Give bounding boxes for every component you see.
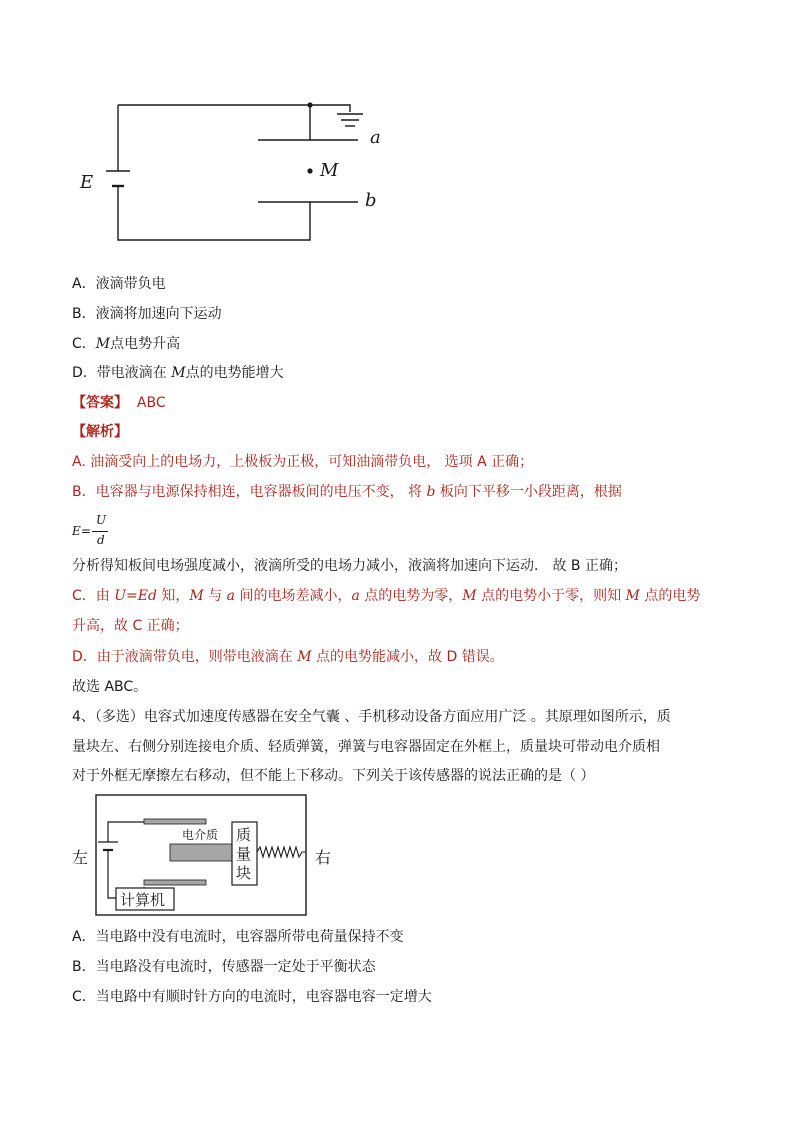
capacitor-circuit-diagram (60, 90, 400, 250)
computer-label: 计算机 (120, 891, 166, 909)
analysis-c: C．由 U=Ed 知，M 与 a 间的电场差减小，a 点的电势为零，M 点的电势小于零，则知 M 点的电势 (72, 588, 701, 604)
q4-option-b: B．当电路没有电流时，传感器一定处于平衡状态 (72, 959, 376, 975)
battery-label: E (80, 172, 94, 193)
analysis-a: A. 油滴受向上的电场力，上极板为正极，可知油滴带负电， 选项 A 正确； (72, 454, 534, 470)
fraction-bar (92, 531, 108, 532)
option-d: D．带电液滴在 M点的电势能增大 (72, 365, 284, 381)
point-m-dot (307, 168, 312, 173)
spring (257, 847, 306, 857)
mass-label-3: 块 (236, 864, 252, 882)
answer-line (72, 394, 166, 412)
q4-option-c: C．当电路中有顺时针方向的电流时，电容器电容一定增大 (72, 989, 432, 1005)
right-label: 右 (315, 848, 332, 867)
q4-stem-line2: 量块左、右侧分别连接电介质、轻质弹簧，弹簧与电容器固定在外框上，质量块可带动电介质相 (72, 739, 660, 755)
analysis-c-cont: 升高，故 C 正确； (72, 618, 189, 634)
mass-label-1: 质 (236, 826, 252, 844)
accelerometer-diagram (70, 792, 350, 920)
q4-option-a: A．当电路中没有电流时，电容器所带电荷量保持不变 (72, 929, 404, 945)
analysis-label: 【解析】 (72, 424, 128, 440)
answer-value: ABC (136, 395, 166, 411)
mass-label-2: 量 (236, 845, 252, 863)
plate-b-label: b (365, 190, 377, 211)
answer-label: 【答案】 (72, 395, 128, 411)
plate-a-label: a (370, 127, 381, 148)
point-m-label: M (320, 160, 339, 181)
dielectric-label: 电介质 (182, 828, 219, 842)
analysis-b-conclusion: 分析得知板间电场强度减小，液滴所受的电场力减小，液滴将加速向下运动． 故 B 正确； (72, 558, 627, 574)
option-b: B．液滴将加速向下运动 (72, 306, 222, 322)
analysis-b: B．电容器与电源保持相连，电容器板间的电压不变， 将 b 板向下平移一小段距离，根据 (72, 484, 622, 500)
option-c: C．M点电势升高 (72, 336, 181, 352)
left-label: 左 (72, 848, 89, 867)
analysis-conclusion: 故选 ABC。 (72, 679, 148, 695)
analysis-d: D．由于液滴带负电，则带电液滴在 M 点的电势能减小，故 D 错误。 (72, 649, 504, 665)
q4-stem-line3: 对于外框无摩擦左右移动，但不能上下移动。下列关于该传感器的说法正确的是（ ） (72, 768, 595, 784)
q4-stem-line1: 4、（多选）电容式加速度传感器在安全气囊 、手机移动设备方面应用广泛 。其原理如图所示，质 (72, 709, 671, 725)
option-a: A．液滴带负电 (72, 276, 166, 292)
